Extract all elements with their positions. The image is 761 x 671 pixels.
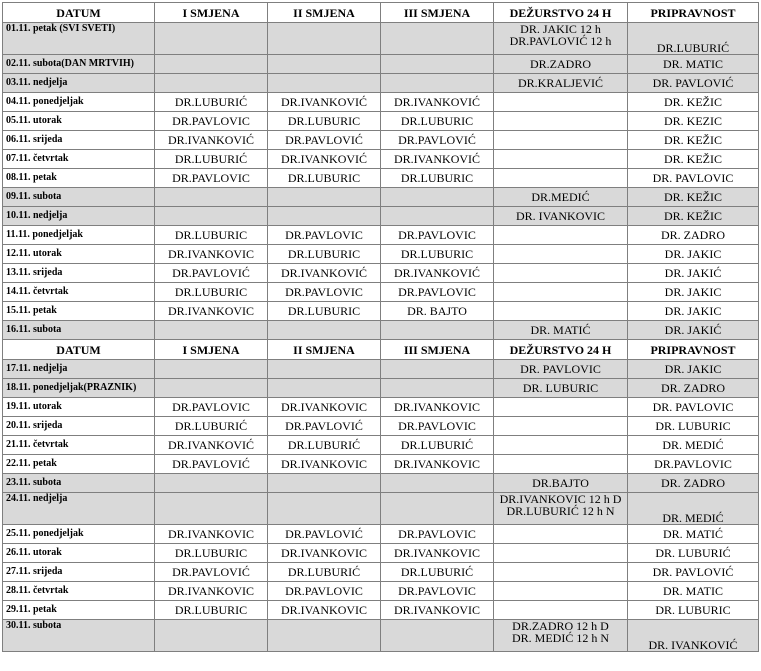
duty-24h-cell: [494, 493, 628, 525]
shift-2-cell: DR.LUBURIC: [268, 169, 381, 188]
table-row: [3, 283, 759, 302]
table-row: [3, 93, 759, 112]
shift-3-cell: DR.LUBURIC: [381, 112, 494, 131]
on-call-cell: DR. JAKIC: [628, 360, 759, 379]
shift-1-cell: [155, 360, 268, 379]
date-cell: 25.11. ponedjeljak: [3, 525, 155, 544]
date-cell: 06.11. srijeda: [3, 131, 155, 150]
duty-entry: DR.LUBURIĆ 12 h N: [506, 504, 615, 518]
table-row: [3, 264, 759, 283]
duty-24h-cell: [494, 169, 628, 188]
shift-3-cell: [381, 55, 494, 74]
on-call-cell: DR. KEŽIC: [628, 93, 759, 112]
date-cell: 01.11. petak (SVI SVETI): [3, 23, 155, 55]
shift-2-cell: [268, 207, 381, 226]
column-header: II SMJENA: [268, 3, 381, 23]
date-cell: 27.11. srijeda: [3, 563, 155, 582]
duty-24h-cell: [494, 620, 628, 652]
shift-1-cell: DR.LUBURIC: [155, 544, 268, 563]
table-row: [3, 417, 759, 436]
shift-1-cell: DR.PAVLOVIĆ: [155, 264, 268, 283]
table-row: [3, 169, 759, 188]
on-call-cell: DR. MATIC: [628, 582, 759, 601]
shift-2-cell: DR.IVANKOVIĆ: [268, 264, 381, 283]
duty-24h-cell: [494, 601, 628, 620]
table-row: [3, 455, 759, 474]
shift-1-cell: DR.LUBURIC: [155, 226, 268, 245]
duty-entry: DR. MEDIĆ 12 h N: [511, 631, 609, 645]
duty-24h-cell: [494, 207, 628, 226]
duty-entry: DR.MEDIĆ: [531, 190, 590, 204]
header-row: [3, 3, 759, 23]
shift-1-cell: DR.LUBURIĆ: [155, 150, 268, 169]
on-call-cell: DR. IVANKOVIĆ: [628, 620, 759, 652]
on-call-cell: DR. LUBURIĆ: [628, 544, 759, 563]
duty-24h-cell: [494, 379, 628, 398]
on-call-cell: DR. KEŽIC: [628, 207, 759, 226]
shift-3-cell: DR.PAVLOVIC: [381, 417, 494, 436]
date-cell: 14.11. četvrtak: [3, 283, 155, 302]
shift-2-cell: DR.PAVLOVIĆ: [268, 525, 381, 544]
shift-1-cell: DR.PAVLOVIC: [155, 112, 268, 131]
duty-24h-cell: [494, 226, 628, 245]
shift-2-cell: [268, 474, 381, 493]
shift-1-cell: DR.LUBURIC: [155, 283, 268, 302]
shift-2-cell: DR.IVANKOVIC: [268, 601, 381, 620]
column-header: DEŽURSTVO 24 H: [494, 340, 628, 360]
duty-24h-cell: [494, 23, 628, 55]
on-call-cell: DR. MEDIĆ: [628, 493, 759, 525]
shift-2-cell: DR.IVANKOVIC: [268, 398, 381, 417]
table-row: [3, 226, 759, 245]
on-call-cell: DR. PAVLOVIC: [628, 398, 759, 417]
on-call-cell: DR. JAKIC: [628, 283, 759, 302]
shift-3-cell: DR.LUBURIĆ: [381, 563, 494, 582]
shift-3-cell: DR.PAVLOVIC: [381, 525, 494, 544]
shift-2-cell: DR.IVANKOVIC: [268, 544, 381, 563]
shift-3-cell: [381, 493, 494, 525]
shift-1-cell: [155, 474, 268, 493]
table-row: [3, 544, 759, 563]
column-header: DATUM: [3, 340, 155, 360]
table-row: [3, 23, 759, 55]
shift-3-cell: DR.IVANKOVIC: [381, 601, 494, 620]
shift-2-cell: DR.LUBURIĆ: [268, 563, 381, 582]
shift-1-cell: [155, 379, 268, 398]
duty-entry: DR.KRALJEVIĆ: [517, 76, 603, 90]
column-header: PRIPRAVNOST: [628, 3, 759, 23]
shift-3-cell: DR.PAVLOVIC: [381, 283, 494, 302]
date-cell: 23.11. subota: [3, 474, 155, 493]
column-header: III SMJENA: [381, 3, 494, 23]
column-header: I SMJENA: [155, 340, 268, 360]
shift-3-cell: DR.LUBURIĆ: [381, 436, 494, 455]
date-cell: 20.11. srijeda: [3, 417, 155, 436]
on-call-cell: DR. KEŽIC: [628, 131, 759, 150]
on-call-cell: DR. PAVLOVIĆ: [628, 74, 759, 93]
shift-2-cell: DR.IVANKOVIĆ: [268, 93, 381, 112]
on-call-cell: DR. ZADRO: [628, 474, 759, 493]
shift-3-cell: DR.IVANKOVIC: [381, 398, 494, 417]
shift-3-cell: [381, 379, 494, 398]
duty-entry: DR. IVANKOVIC: [515, 209, 606, 223]
duty-entry: DR.ZADRO: [529, 57, 591, 71]
shift-2-cell: [268, 55, 381, 74]
shift-2-cell: DR.PAVLOVIĆ: [268, 417, 381, 436]
table-row: [3, 474, 759, 493]
shift-1-cell: [155, 23, 268, 55]
on-call-cell: DR. PAVLOVIC: [628, 169, 759, 188]
date-cell: 24.11. nedjelja: [3, 493, 155, 525]
table-row: [3, 55, 759, 74]
column-header: I SMJENA: [155, 3, 268, 23]
on-call-cell: DR. KEŽIC: [628, 188, 759, 207]
duty-entry: DR.BAJTO: [532, 476, 589, 490]
duty-entry: DR. JAKIC 12 h: [520, 22, 601, 36]
shift-1-cell: DR.LUBURIĆ: [155, 417, 268, 436]
column-header: DATUM: [3, 3, 155, 23]
table-row: [3, 188, 759, 207]
table-row: [3, 379, 759, 398]
table-row: [3, 112, 759, 131]
shift-3-cell: DR.LUBURIC: [381, 169, 494, 188]
table-row: [3, 150, 759, 169]
on-call-cell: DR. KEŽIC: [628, 150, 759, 169]
table-row: [3, 620, 759, 652]
shift-1-cell: DR.PAVLOVIĆ: [155, 563, 268, 582]
on-call-cell: DR. JAKIĆ: [628, 321, 759, 340]
date-cell: 28.11. četvrtak: [3, 582, 155, 601]
on-call-cell: DR. JAKIĆ: [628, 264, 759, 283]
column-header: III SMJENA: [381, 340, 494, 360]
date-cell: 18.11. ponedjeljak(PRAZNIK): [3, 379, 155, 398]
shift-2-cell: [268, 321, 381, 340]
on-call-cell: DR. JAKIC: [628, 302, 759, 321]
duty-24h-cell: [494, 131, 628, 150]
duty-24h-cell: [494, 283, 628, 302]
shift-1-cell: DR.PAVLOVIC: [155, 398, 268, 417]
column-header: DEŽURSTVO 24 H: [494, 3, 628, 23]
duty-24h-cell: [494, 398, 628, 417]
date-cell: 13.11. srijeda: [3, 264, 155, 283]
duty-24h-cell: [494, 360, 628, 379]
table-row: [3, 525, 759, 544]
date-cell: 17.11. nedjelja: [3, 360, 155, 379]
shift-1-cell: [155, 321, 268, 340]
date-cell: 21.11. četvrtak: [3, 436, 155, 455]
duty-entry: DR. PAVLOVIC: [520, 362, 601, 376]
on-call-cell: DR. MATIC: [628, 55, 759, 74]
on-call-cell: DR.PAVLOVIC: [628, 455, 759, 474]
table-row: [3, 398, 759, 417]
shift-3-cell: DR.PAVLOVIC: [381, 226, 494, 245]
on-call-cell: DR. ZADRO: [628, 379, 759, 398]
on-call-cell: DR. LUBURIC: [628, 417, 759, 436]
on-call-cell: DR. JAKIC: [628, 245, 759, 264]
table-row: [3, 74, 759, 93]
shift-1-cell: DR.IVANKOVIC: [155, 245, 268, 264]
shift-3-cell: DR.PAVLOVIC: [381, 582, 494, 601]
duty-24h-cell: [494, 474, 628, 493]
shift-3-cell: [381, 360, 494, 379]
shift-2-cell: [268, 23, 381, 55]
date-cell: 11.11. ponedjeljak: [3, 226, 155, 245]
table-row: [3, 582, 759, 601]
shift-2-cell: DR.PAVLOVIĆ: [268, 131, 381, 150]
shift-3-cell: DR.IVANKOVIC: [381, 455, 494, 474]
duty-24h-cell: [494, 544, 628, 563]
duty-24h-cell: [494, 74, 628, 93]
shift-1-cell: [155, 207, 268, 226]
shift-3-cell: [381, 474, 494, 493]
table-row: [3, 563, 759, 582]
on-call-cell: DR. MATIĆ: [628, 525, 759, 544]
date-cell: 30.11. subota: [3, 620, 155, 652]
duty-24h-cell: [494, 150, 628, 169]
date-cell: 19.11. utorak: [3, 398, 155, 417]
shift-3-cell: DR.LUBURIC: [381, 245, 494, 264]
on-call-cell: DR. PAVLOVIĆ: [628, 563, 759, 582]
shift-3-cell: DR.IVANKOVIC: [381, 544, 494, 563]
duty-entry: DR. MATIĆ: [530, 323, 591, 337]
duty-24h-cell: [494, 302, 628, 321]
shift-2-cell: DR.IVANKOVIĆ: [268, 150, 381, 169]
table-row: [3, 245, 759, 264]
duty-24h-cell: [494, 321, 628, 340]
date-cell: 04.11. ponedjeljak: [3, 93, 155, 112]
shift-1-cell: [155, 620, 268, 652]
date-cell: 05.11. utorak: [3, 112, 155, 131]
shift-2-cell: [268, 188, 381, 207]
shift-3-cell: DR.IVANKOVIĆ: [381, 150, 494, 169]
date-cell: 16.11. subota: [3, 321, 155, 340]
date-cell: 26.11. utorak: [3, 544, 155, 563]
shift-2-cell: DR.LUBURIĆ: [268, 436, 381, 455]
shift-1-cell: DR.PAVLOVIĆ: [155, 455, 268, 474]
date-cell: 15.11. petak: [3, 302, 155, 321]
date-cell: 09.11. subota: [3, 188, 155, 207]
shift-3-cell: [381, 23, 494, 55]
on-call-cell: DR. KEZIC: [628, 112, 759, 131]
table-row: [3, 436, 759, 455]
duty-24h-cell: [494, 112, 628, 131]
shift-3-cell: DR.IVANKOVIĆ: [381, 93, 494, 112]
shift-2-cell: [268, 74, 381, 93]
table-row: [3, 131, 759, 150]
table-row: [3, 321, 759, 340]
date-cell: 10.11. nedjelja: [3, 207, 155, 226]
duty-24h-cell: [494, 417, 628, 436]
on-call-cell: DR.LUBURIĆ: [628, 23, 759, 55]
table-row: [3, 360, 759, 379]
duty-24h-cell: [494, 582, 628, 601]
date-cell: 03.11. nedjelja: [3, 74, 155, 93]
shift-2-cell: [268, 379, 381, 398]
shift-1-cell: [155, 55, 268, 74]
shift-1-cell: DR.LUBURIC: [155, 601, 268, 620]
shift-1-cell: [155, 493, 268, 525]
shift-3-cell: DR.PAVLOVIĆ: [381, 131, 494, 150]
column-header: PRIPRAVNOST: [628, 340, 759, 360]
on-call-cell: DR. LUBURIC: [628, 601, 759, 620]
duty-entry: DR. LUBURIC: [522, 381, 599, 395]
shift-3-cell: [381, 620, 494, 652]
shift-2-cell: DR.PAVLOVIC: [268, 226, 381, 245]
on-call-cell: DR. ZADRO: [628, 226, 759, 245]
duty-24h-cell: [494, 455, 628, 474]
duty-24h-cell: [494, 55, 628, 74]
shift-2-cell: DR.IVANKOVIC: [268, 455, 381, 474]
shift-2-cell: DR.PAVLOVIC: [268, 582, 381, 601]
duty-24h-cell: [494, 93, 628, 112]
duty-24h-cell: [494, 188, 628, 207]
shift-1-cell: DR.IVANKOVIĆ: [155, 436, 268, 455]
table-row: [3, 493, 759, 525]
duty-24h-cell: [494, 436, 628, 455]
shift-2-cell: DR.LUBURIC: [268, 245, 381, 264]
duty-24h-cell: [494, 563, 628, 582]
date-cell: 02.11. subota(DAN MRTVIH): [3, 55, 155, 74]
shift-3-cell: [381, 321, 494, 340]
shift-2-cell: [268, 493, 381, 525]
duty-24h-cell: [494, 525, 628, 544]
shift-1-cell: [155, 188, 268, 207]
shift-3-cell: [381, 188, 494, 207]
table-row: [3, 302, 759, 321]
table-row: [3, 601, 759, 620]
shift-1-cell: DR.IVANKOVIĆ: [155, 131, 268, 150]
shift-2-cell: [268, 360, 381, 379]
schedule-table: [2, 2, 759, 652]
duty-24h-cell: [494, 245, 628, 264]
schedule-body: [3, 3, 759, 652]
date-cell: 08.11. petak: [3, 169, 155, 188]
duty-entry: DR.PAVLOVIĆ 12 h: [509, 34, 612, 48]
shift-2-cell: DR.LUBURIC: [268, 112, 381, 131]
shift-3-cell: [381, 207, 494, 226]
date-cell: 29.11. petak: [3, 601, 155, 620]
shift-2-cell: DR.PAVLOVIC: [268, 283, 381, 302]
date-cell: 12.11. utorak: [3, 245, 155, 264]
shift-1-cell: DR.IVANKOVIC: [155, 302, 268, 321]
shift-3-cell: DR.IVANKOVIĆ: [381, 264, 494, 283]
duty-entry: DR.ZADRO 12 h D: [512, 619, 609, 633]
shift-3-cell: DR. BAJTO: [381, 302, 494, 321]
duty-entry: DR.IVANKOVIC 12 h D: [499, 492, 622, 506]
on-call-cell: DR. MEDIĆ: [628, 436, 759, 455]
shift-2-cell: [268, 620, 381, 652]
shift-1-cell: DR.IVANKOVIC: [155, 582, 268, 601]
date-cell: 07.11. četvrtak: [3, 150, 155, 169]
shift-2-cell: DR.LUBURIC: [268, 302, 381, 321]
shift-1-cell: DR.PAVLOVIC: [155, 169, 268, 188]
table-row: [3, 207, 759, 226]
shift-1-cell: DR.IVANKOVIC: [155, 525, 268, 544]
header-row: [3, 340, 759, 360]
shift-1-cell: DR.LUBURIĆ: [155, 93, 268, 112]
duty-24h-cell: [494, 264, 628, 283]
column-header: II SMJENA: [268, 340, 381, 360]
shift-1-cell: [155, 74, 268, 93]
date-cell: 22.11. petak: [3, 455, 155, 474]
shift-3-cell: [381, 74, 494, 93]
